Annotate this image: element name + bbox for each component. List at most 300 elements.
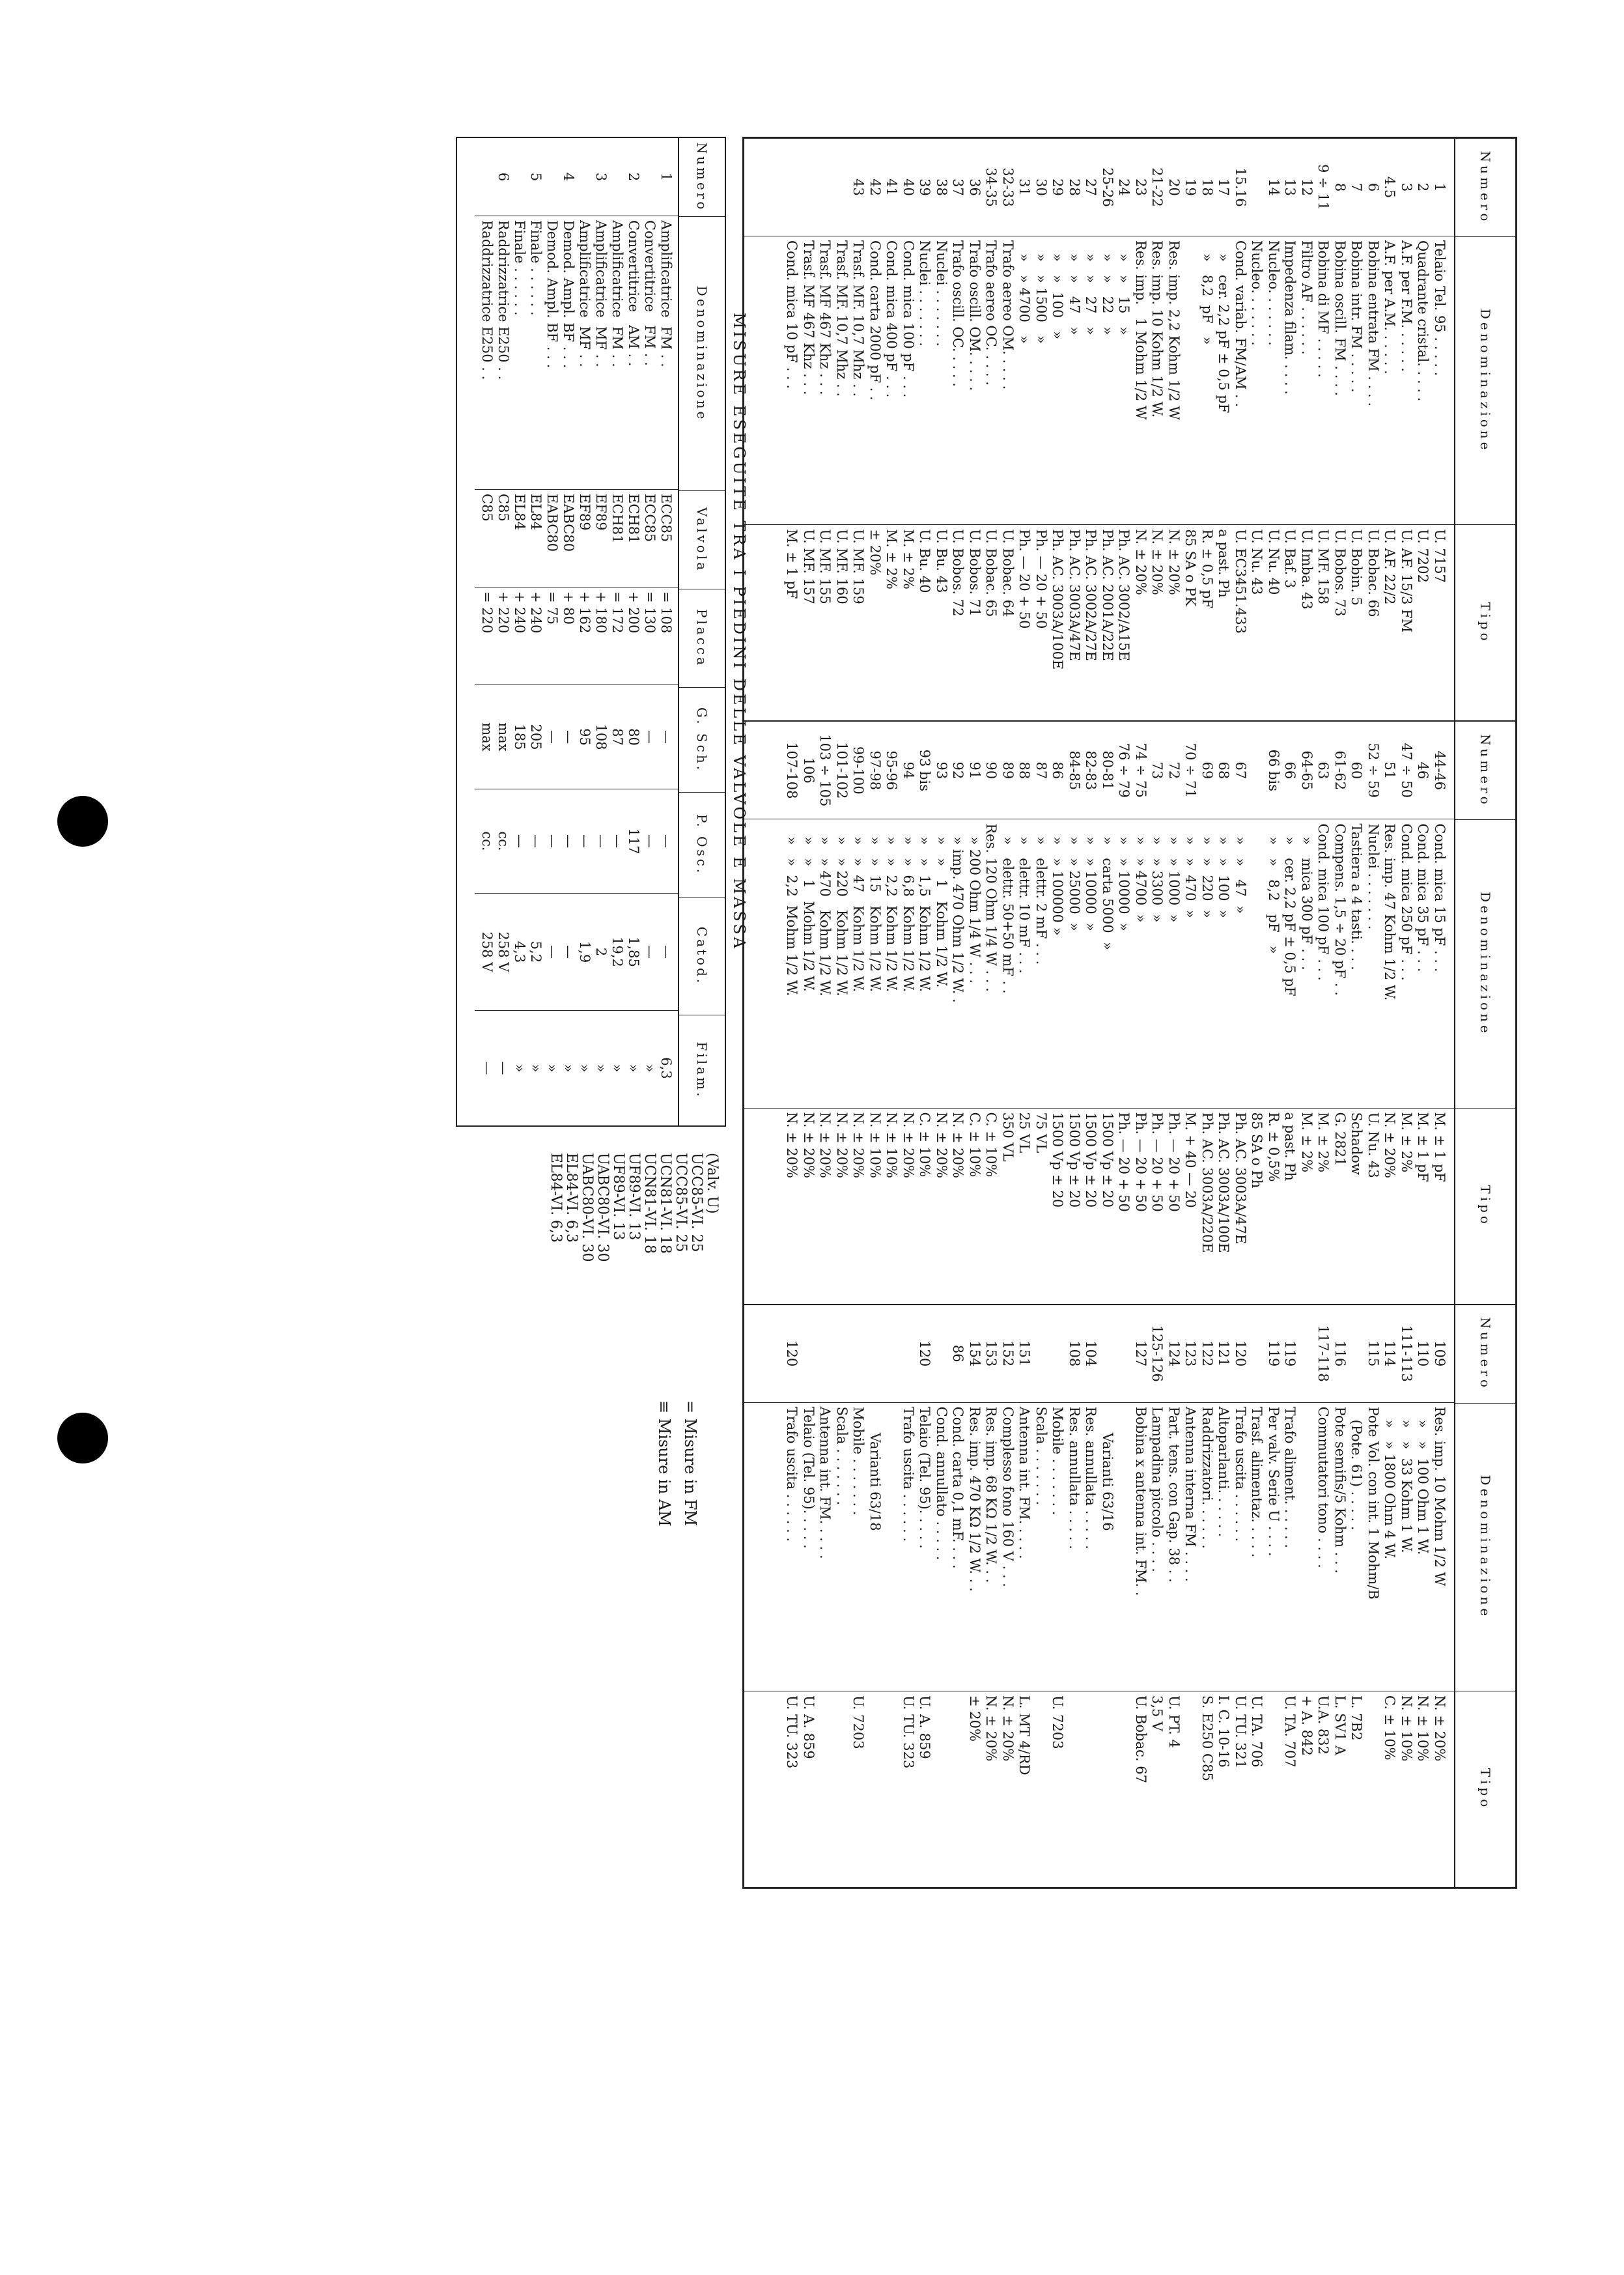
- table-cell: 30: [1033, 178, 1049, 196]
- table-cell: 87: [1033, 761, 1049, 780]
- table-cell: 1: [1432, 182, 1448, 192]
- table-cell: 9 ÷ 11: [1315, 163, 1332, 211]
- table-cell: Ph. AC. 3003A/100E: [1216, 1112, 1232, 1253]
- table-cell: [833, 1695, 850, 1883]
- table-cell: 3,5 V: [1149, 1695, 1166, 1732]
- table-cell: 68: [1216, 761, 1232, 780]
- table-cell: 44-46: [1432, 750, 1448, 791]
- table-cell: 39: [917, 178, 933, 196]
- table-cell: Res. annullata . . . . .: [1083, 1406, 1099, 1549]
- table-cell: » » 2,2 Mohm 1/2 W.: [784, 823, 800, 996]
- table-cell: » » 100 Ohm 1 W.: [1415, 1406, 1431, 1555]
- table-cell: 111-113: [1399, 1325, 1414, 1382]
- table-cell: U. PT. 4: [1166, 1695, 1182, 1748]
- table-cell: U. TU. 321: [1233, 1695, 1248, 1769]
- table-cell: 25-26: [1100, 167, 1115, 207]
- table-cell: N. ± 20%: [784, 1112, 800, 1178]
- vt-numero: 1 2 3 4 5 6: [475, 138, 678, 216]
- table-cell: Bobina x antenna int. FM. .: [1133, 1406, 1149, 1596]
- table-cell: Trafo uscita . . . . . .: [901, 1406, 916, 1542]
- table-cell: 84-85: [1067, 750, 1082, 791]
- table-cell: 41: [884, 178, 900, 196]
- table-cell: 101-102: [834, 742, 850, 799]
- table-cell: Telaio Tel. 95 . . . . .: [1432, 240, 1448, 376]
- table-cell: 38: [934, 178, 949, 196]
- table-cell: » » 8,2 pF »: [1266, 823, 1281, 954]
- table-cell: Ph. — 20 + 50: [1133, 1112, 1149, 1212]
- table-cell: M. ± 2%: [1315, 1112, 1332, 1173]
- table-cell: N. ± 20%: [850, 1112, 867, 1178]
- table-cell: 86: [1050, 761, 1066, 780]
- table-cell: 108: [1067, 1340, 1082, 1367]
- table-cell: 43: [850, 178, 867, 196]
- table-cell: N. ± 10%: [867, 1112, 883, 1178]
- table-cell: 67: [1233, 761, 1248, 780]
- table-cell: [949, 1695, 966, 1883]
- table-cell: 120: [784, 1340, 800, 1367]
- table-cell: N. ± 20%: [934, 1112, 949, 1178]
- table-cell: Trafo aereo OC. . . . .: [983, 240, 1000, 386]
- table-cell: Trasf. alimentaz. . . . .: [1249, 1406, 1265, 1558]
- table-cell: C. ± 10%: [917, 1112, 933, 1178]
- table-cell: 36: [967, 178, 983, 196]
- table-cell: 1500 Vp ± 20: [1083, 1112, 1099, 1208]
- table-cell: Pote Vol. con int. 1 Mohm/B: [1365, 1406, 1381, 1600]
- table-cell: Ph. AC. 2001A/22E: [1100, 529, 1115, 661]
- table-cell: [900, 1309, 917, 1398]
- table-cell: 2: [1415, 182, 1431, 192]
- vt-header-catod: Catod.: [679, 897, 725, 1015]
- vt-header-placca: Placca: [679, 589, 725, 688]
- table-cell: 19: [1183, 178, 1199, 196]
- header-tipo: Tipo: [1477, 1185, 1493, 1227]
- table-cell: Scala . . . . . . .: [1033, 1406, 1049, 1506]
- punch-hole-mark: [57, 796, 108, 847]
- table-cell: S. E250 C85: [1199, 1695, 1215, 1781]
- table-cell: Trasf. MF. 10,7 Mhz . .: [834, 240, 850, 397]
- vt-denominazione: Amplificatrice FM . . Convertitrice FM . . Convertitrice AM . . Amplificatrice FM . . Amplificatrice MF . . Amplificatrice MF . . Demod. Ampl. BF . . . Demod. Ampl. BF . . . Finale . . . . . . Finale . . . . . . Raddrizzatrice E250 . . Raddrizzatrice E250 . .: [475, 216, 678, 490]
- table-cell: N. ± 10%: [884, 1112, 900, 1178]
- table-cell: Bobina entrata FM . . . .: [1365, 240, 1381, 407]
- table-cell: Bobina intr. FM . . . . .: [1349, 240, 1365, 393]
- table-cell: » » 15 »: [1116, 240, 1132, 335]
- table-cell: Schadow: [1349, 1112, 1365, 1175]
- table-cell: [1365, 1695, 1382, 1883]
- table-cell: U. Baf. 3: [1282, 529, 1298, 589]
- table-cell: » carta 5000 »: [1100, 823, 1115, 950]
- table-cell: Raddrizzatori. . . . . .: [1199, 1406, 1215, 1549]
- table-cell: [1099, 1309, 1116, 1398]
- header-tipo: Tipo: [1477, 602, 1493, 644]
- table-cell: 122: [1199, 1340, 1215, 1367]
- table-cell: 124: [1166, 1340, 1182, 1367]
- table-cell: Ph. — 20 + 50: [1149, 1112, 1166, 1212]
- table-cell: » » 1 Kohm 1/2 W.: [934, 823, 949, 988]
- table-cell: 28: [1067, 178, 1082, 196]
- table-cell: 82-83: [1083, 750, 1099, 791]
- table-cell: 94: [901, 761, 916, 780]
- vt-catod: — — 1,85 19,2 2 1,9 — — 5,2 4,3 258 V 258 V: [475, 894, 678, 1011]
- table-cell: [1099, 1695, 1116, 1883]
- table-cell: U. AF. 22/2: [1382, 529, 1398, 605]
- table-cell: 63: [1315, 761, 1332, 780]
- table-cell: U. Imba. 43: [1299, 529, 1315, 610]
- table-cell: Ph. — 20 + 50: [1166, 1112, 1182, 1212]
- table-cell: 47 ÷ 50: [1399, 742, 1414, 798]
- table-cell: » » 4700 »: [1133, 823, 1149, 923]
- table-cell: N. ± 20%: [950, 1112, 966, 1178]
- table-cell: R. ± 0,5%: [1266, 1112, 1281, 1182]
- table-cell: Varianti 63/18: [867, 1406, 883, 1531]
- table-cell: 74 ÷ 75: [1133, 742, 1149, 798]
- table-cell: » » 100 »: [1216, 823, 1232, 918]
- table-cell: Res. annullata . . . . .: [1067, 1406, 1082, 1549]
- table-cell: » » 22 »: [1100, 240, 1115, 335]
- table-cell: 114: [1382, 1340, 1398, 1367]
- cells-t: [744, 1691, 1454, 1887]
- table-cell: N. ± 10%: [1415, 1695, 1431, 1762]
- table-cell: 64-65: [1299, 750, 1315, 791]
- table-cell: 153: [983, 1340, 1000, 1367]
- table-cell: U.A. 832: [1315, 1695, 1332, 1755]
- table-cell: 115: [1365, 1340, 1381, 1367]
- table-cell: 125-126: [1149, 1325, 1166, 1382]
- table-cell: U. TU. 323: [901, 1695, 916, 1769]
- table-cell: Ph. AC. 3003A/100E: [1050, 529, 1066, 670]
- table-cell: [867, 1695, 884, 1883]
- table-cell: U. 7202: [1415, 529, 1431, 583]
- table-cell: Cond. mica 100 pF . . .: [901, 240, 916, 398]
- table-cell: 117-118: [1315, 1325, 1332, 1382]
- table-cell: [817, 143, 833, 232]
- table-cell: [817, 1309, 833, 1398]
- vt-posc: — — 117 — — — — — — — cc. cc.: [475, 789, 678, 894]
- table-cell: Telaio (Tel. 95). . . . .: [917, 1406, 933, 1549]
- table-cell: [1115, 1407, 1132, 1687]
- table-cell: Altoparlanti. . . . . .: [1216, 1406, 1232, 1537]
- table-cell: ± 20%: [867, 529, 883, 576]
- table-cell: Ph. AC. 3002A/27E: [1083, 529, 1099, 661]
- table-cell: 88: [1016, 761, 1033, 780]
- table-cell: 69: [1199, 761, 1215, 780]
- table-cell: U. Nu. 43: [1365, 1112, 1381, 1178]
- table-cell: U. Bobin. 5: [1349, 529, 1365, 606]
- table-cell: Nuclei . . . . . . .: [917, 240, 933, 346]
- table-cell: Ph. AC. 3003A/47E: [1067, 529, 1082, 661]
- table-cell: N. ± 20%: [1133, 529, 1149, 595]
- table-cell: U. 7157: [1432, 529, 1448, 583]
- table-cell: Nucleo. . . . . . .: [1249, 240, 1265, 346]
- table-cell: 24: [1116, 178, 1132, 196]
- table-cell: 66: [1282, 761, 1298, 780]
- table-cell: [1298, 1309, 1315, 1398]
- table-cell: N. ± 20%: [1382, 1112, 1398, 1178]
- table-cell: [1066, 1695, 1083, 1883]
- table-cell: 15.16: [1233, 167, 1248, 207]
- table-cell: 107-108: [784, 742, 800, 799]
- table-cell: U. Bobos. 71: [967, 529, 983, 617]
- table-cell: U. Bobac. 67: [1133, 1695, 1149, 1783]
- table-cell: Ph. AC. 3003A/220E: [1199, 1112, 1215, 1253]
- table-cell: U. Bu. 40: [917, 529, 933, 593]
- table-cell: U. TU. 323: [784, 1695, 800, 1769]
- table-cell: 350 VL: [1000, 1112, 1016, 1162]
- table-cell: Cond. annullato . . . . .: [934, 1406, 949, 1561]
- punch-hole-mark: [57, 1413, 108, 1463]
- table-cell: 109: [1432, 1340, 1448, 1367]
- table-cell: 120: [917, 1340, 933, 1367]
- table-cell: Mobile . . . . . . .: [850, 1406, 867, 1516]
- table-cell: Res. imp. 10 Mohm 1/2 W: [1432, 1406, 1448, 1587]
- table-cell: U. 7203: [850, 1695, 867, 1749]
- table-cell: Ph. — 20 + 50: [1116, 1112, 1132, 1212]
- table-cell: 37: [950, 178, 966, 196]
- table-cell: [1033, 1309, 1050, 1398]
- table-cell: Cond. mica 10 pF . . .: [784, 240, 800, 389]
- table-cell: 99-100: [850, 746, 867, 795]
- table-cell: N. ± 20%: [817, 1112, 833, 1178]
- table-cell: [883, 1407, 900, 1687]
- legend: [651, 1400, 703, 1527]
- table-cell: ± 20%: [967, 1695, 983, 1742]
- table-cell: 80-81: [1100, 750, 1115, 791]
- header-denominazione: Denominazione: [1455, 820, 1515, 1108]
- components-table: [742, 137, 1517, 1889]
- table-cell: U. Nu. 43: [1249, 529, 1265, 595]
- valve-measurements-table: [456, 137, 748, 1127]
- table-cell: U. AF. 15/3 FM: [1399, 529, 1414, 633]
- table-cell: Compens. 1,5 ÷ 20 pF . .: [1332, 823, 1348, 996]
- table-cell: 73: [1149, 761, 1166, 780]
- table-cell: » » 47 »: [1233, 823, 1248, 914]
- table-cell: U. Bu. 43: [934, 529, 949, 593]
- table-cell: (Pote. 61) . . . . .: [1349, 1406, 1365, 1531]
- table-cell: Res. imp. 1 Mohm 1/2 W: [1133, 240, 1149, 420]
- header-denominazione: Denominazione: [1455, 237, 1515, 525]
- table-cell: » elettr. 2 mF . . .: [1033, 823, 1049, 965]
- table-cell: » » 220 Kohm 1/2 W.: [834, 823, 850, 996]
- table-cell: Antenna int. FM. . . . .: [817, 1406, 833, 1559]
- table-cell: » » 100000 »: [1050, 823, 1066, 936]
- table-cell: L. 7B2: [1349, 1695, 1365, 1741]
- table-cell: N. ± 20%: [1000, 1695, 1016, 1762]
- table-cell: Ph. — 20 + 50: [1033, 529, 1049, 629]
- table-cell: » elettr. 50+50 mF . .: [1000, 823, 1016, 994]
- cells-d: [744, 236, 1454, 525]
- table-cell: N. ± 20%: [1149, 529, 1166, 595]
- table-cell: 3: [1399, 182, 1414, 192]
- table-cell: 72: [1166, 761, 1182, 780]
- table-cell: 120: [1233, 1340, 1248, 1367]
- vt-header-posc: P. Osc.: [679, 793, 725, 897]
- table-cell: 32-33: [1000, 167, 1016, 207]
- table-cell: 151: [1016, 1340, 1033, 1367]
- table-cell: Cond. mica 250 pF . . .: [1399, 823, 1414, 981]
- table-cell: 66 bis: [1266, 749, 1281, 791]
- table-cell: 1500 Vp ± 20: [1067, 1112, 1082, 1208]
- header-numero: Numero: [1455, 1305, 1515, 1404]
- table-cell: » » 1800 Ohm 4 W.: [1382, 1406, 1398, 1560]
- table-cell: 7: [1349, 182, 1365, 192]
- table-cell: Cond. mica 400 pF . . .: [884, 240, 900, 398]
- table-cell: [1182, 1695, 1199, 1883]
- table-cell: 25 VL: [1016, 1112, 1033, 1153]
- table-cell: 90: [983, 761, 1000, 780]
- legend-fm: = Misure in FM: [681, 1400, 699, 1527]
- table-cell: M. ± 1 pF: [1432, 1112, 1448, 1182]
- table-cell: 29: [1050, 178, 1066, 196]
- header-denominazione: Denominazione: [1455, 1404, 1515, 1691]
- table-cell: Filtro AF . . . . . .: [1299, 240, 1315, 355]
- table-cell: Antenna int. FM. . . . .: [1016, 1406, 1033, 1559]
- table-cell: N. ± 10%: [1399, 1695, 1414, 1762]
- table-cell: Cond. variab. FM/AM . .: [1233, 240, 1248, 407]
- table-cell: C. ± 10%: [967, 1112, 983, 1178]
- table-cell: 116: [1332, 1340, 1348, 1367]
- table-cell: U. Bobac. 65: [983, 529, 1000, 617]
- cells-n: [744, 1305, 1454, 1403]
- table-cell: Telaio (Tel. 95). . . . .: [801, 1406, 817, 1549]
- table-cell: U. MF. 157: [801, 529, 817, 604]
- header-tipo: Tipo: [1477, 1768, 1493, 1811]
- table-cell: » cer. 2,2 pF ± 0,5 pF: [1216, 240, 1232, 414]
- table-cell: N. ± 20%: [901, 1112, 916, 1178]
- table-cell: » » 220 »: [1199, 823, 1215, 918]
- table-cell: » » 25000 »: [1067, 823, 1082, 931]
- table-cell: » » 2,2 Kohm 1/2 W.: [884, 823, 900, 993]
- vt-header-filam: Filam.: [694, 1041, 710, 1099]
- vt-gsch: — — 80 87 108 95 — — 205 185 max max: [475, 685, 678, 789]
- table-cell: Cond. mica 35 pF . . .: [1415, 823, 1431, 972]
- table-cell: Res. imp. 10 Kohm 1/2 W.: [1149, 240, 1166, 418]
- table-cell: [1115, 1309, 1132, 1398]
- table-cell: 121: [1216, 1340, 1232, 1367]
- table-cell: » » 33 Kohm 1 W.: [1399, 1406, 1414, 1553]
- vt-header-numero: Numero: [679, 138, 725, 217]
- table-cell: Trafo aliment. . . . . .: [1282, 1406, 1298, 1548]
- table-cell: Complesso fono 160 V . . .: [1000, 1406, 1016, 1587]
- table-cell: 103 ÷ 105: [817, 734, 833, 807]
- table-cell: A.F. per F.M. . . . . .: [1399, 240, 1414, 372]
- cells-n: [744, 722, 1454, 819]
- table-cell: 13: [1282, 178, 1298, 196]
- table-cell: [1248, 726, 1265, 815]
- table-cell: M. ± 1 pF: [1415, 1112, 1431, 1182]
- table-cell: Varianti 63/16: [1100, 1406, 1115, 1531]
- table-cell: N. ± 20%: [1432, 1695, 1448, 1762]
- table-cell: 110: [1415, 1340, 1431, 1367]
- table-cell: [800, 1309, 817, 1398]
- table-body-3: [744, 1305, 1454, 1887]
- header-numero: Numero: [1455, 139, 1515, 237]
- table-cell: » » 1,5 Kohm 1/2 W.: [917, 823, 933, 993]
- table-cell: M. + 40 — 20: [1183, 1112, 1199, 1208]
- table-cell: [1049, 1309, 1066, 1398]
- table-cell: » » 10000 »: [1116, 823, 1132, 931]
- table-cell: Cond. mica 15 pF . . .: [1432, 823, 1448, 972]
- table-cell: U. Bobac. 64: [1000, 529, 1016, 617]
- table-cell: [850, 1309, 867, 1398]
- legend-am: ≡ Misure in AM: [655, 1400, 673, 1527]
- table-cell: Res. 120 Ohm 1/4 W . . .: [983, 823, 1000, 992]
- table-cell: [1265, 1695, 1282, 1883]
- table-cell: [1182, 240, 1199, 520]
- table-cell: 51: [1382, 761, 1398, 780]
- table-cell: Pote semifis/5 Kohm . . .: [1332, 1406, 1348, 1574]
- table-cell: U. A. 859: [801, 1695, 817, 1759]
- table-cell: 86: [950, 1344, 966, 1363]
- table-cell: Impedenza filam. . . . .: [1282, 240, 1298, 395]
- table-cell: Ph. AC. 3002/A15E: [1116, 529, 1132, 661]
- table-cell: 70 ÷ 71: [1183, 742, 1199, 798]
- table-cell: Per valv. Serie U . . . .: [1266, 1406, 1281, 1557]
- table-cell: [1248, 823, 1265, 1103]
- table-cell: Commutatori tono . . . .: [1315, 1406, 1332, 1568]
- table-cell: [1298, 1407, 1315, 1687]
- table-cell: M. ± 2%: [1299, 1112, 1315, 1173]
- table-cell: [833, 143, 850, 232]
- table-cell: » » 6,8 Kohm 1/2 W.: [901, 823, 916, 993]
- table-cell: Trafo oscill. OM. . . . .: [967, 240, 983, 391]
- table-cell: 106: [801, 757, 817, 784]
- rotated-sheet: [443, 137, 1517, 1895]
- table-cell: U. MF. 160: [834, 529, 850, 604]
- table-cell: Trasf. MF 467 Khz . . .: [817, 240, 833, 395]
- table-cell: I. C. 10-16: [1216, 1695, 1232, 1768]
- table-cell: U. MF. 155: [817, 529, 833, 604]
- table-cell: 75 VL: [1033, 1112, 1049, 1153]
- table-cell: a past. Ph: [1216, 529, 1232, 598]
- table-cell: 1500 Vp ± 20: [1100, 1112, 1115, 1208]
- table-cell: [883, 1309, 900, 1398]
- table-cell: » mica 300 pF . . .: [1299, 823, 1315, 970]
- table-cell: 17: [1216, 178, 1232, 196]
- table-cell: Lampadina piccolo . . . .: [1149, 1406, 1166, 1572]
- header-numero: Numero: [1455, 722, 1515, 820]
- table-cell: 31: [1016, 178, 1033, 196]
- table-cell: 12: [1299, 178, 1315, 196]
- table-cell: 8: [1332, 182, 1348, 192]
- table-cell: M. ± 2%: [1399, 1112, 1414, 1173]
- table-cell: Ph. AC. 3003A/47E: [1233, 1112, 1248, 1245]
- table-cell: [817, 1695, 833, 1883]
- table-cell: [833, 1309, 850, 1398]
- table-cell: 89: [1000, 761, 1016, 780]
- table-cell: [783, 143, 800, 232]
- table-cell: U. Bobos. 72: [950, 529, 966, 617]
- table-cell: M. ± 2%: [884, 529, 900, 589]
- table-cell: 127: [1133, 1340, 1149, 1367]
- table-cell: » 200 Ohm 1/4 W . . .: [967, 823, 983, 984]
- table-cell: 61-62: [1332, 750, 1348, 791]
- table-cell: 1500 Vp ± 20: [1050, 1112, 1066, 1208]
- table-cell: Trafo oscill. OC. . . . .: [950, 240, 966, 387]
- table-cell: [1033, 1695, 1050, 1883]
- table-column-2: [744, 722, 1515, 1305]
- cells-t: [744, 1109, 1454, 1304]
- table-cell: 52 ÷ 59: [1365, 742, 1381, 798]
- table-cell: » » 15 Kohm 1/2 W.: [867, 823, 883, 993]
- table-column-3: [744, 1305, 1515, 1887]
- table-cell: » » 470 »: [1183, 823, 1199, 918]
- cells-d: [744, 1403, 1454, 1691]
- vt-valvola: ECC85 ECC85 ECH81 ECH81 EF89 EF89 EABC80 EABC80 EL84 EL84 C85 C85: [475, 490, 678, 587]
- table-cell: Res. imp. 47 Kohm 1/2 W.: [1382, 823, 1398, 1001]
- table-cell: U. EC3451.433: [1233, 529, 1248, 634]
- table-cell: 18: [1199, 178, 1215, 196]
- table-cell: 91: [967, 761, 983, 780]
- table-cell: Nucleo. . . . . . .: [1266, 240, 1281, 346]
